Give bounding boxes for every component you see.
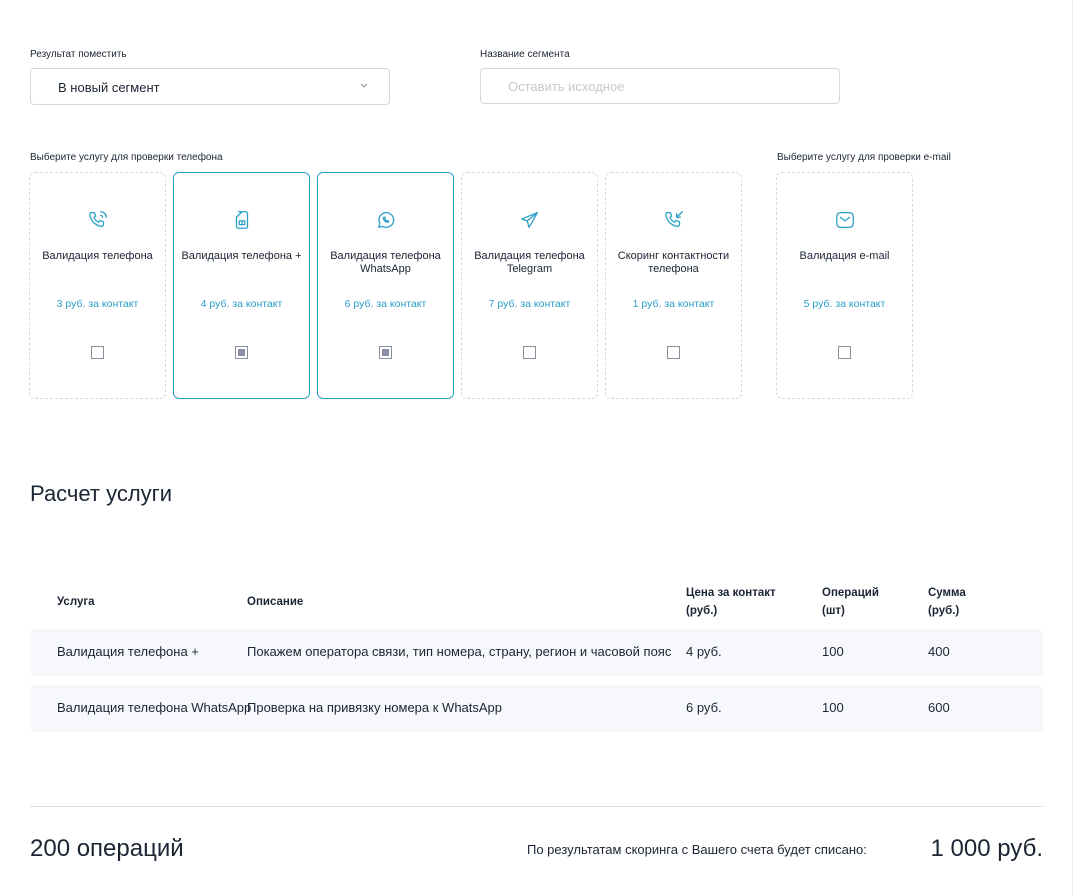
service-card-price: 7 руб. за контакт xyxy=(488,298,571,310)
phone-icon xyxy=(87,209,109,231)
email-services-label: Выберите услугу для проверки e-mail xyxy=(777,152,951,163)
column-header-sum xyxy=(928,584,966,620)
phone-incoming-icon xyxy=(663,209,685,231)
service-card-price: 6 руб. за контакт xyxy=(344,298,427,310)
table-row xyxy=(30,629,1043,676)
service-card-telegram-validation[interactable] xyxy=(461,172,598,399)
page-edge xyxy=(1072,0,1073,896)
cell-operations: 100 xyxy=(822,644,844,659)
service-card-title: Валидация телефона Telegram xyxy=(474,250,585,275)
cell-description: Покажем оператора связи, тип номера, страну, регион и часовой пояс xyxy=(247,644,672,659)
column-header-sum-line2: (руб.) xyxy=(928,605,960,617)
service-checkbox[interactable] xyxy=(523,346,536,359)
result-select[interactable] xyxy=(30,68,390,105)
service-card-title: Скоринг контактности телефона xyxy=(617,250,730,275)
service-card-price: 4 руб. за контакт xyxy=(200,298,283,310)
service-checkbox[interactable] xyxy=(235,346,248,359)
column-header-operations-line2: (шт) xyxy=(822,605,845,617)
column-header-price-line1: Цена за контакт xyxy=(686,587,776,599)
segment-name-label: Название сегмента xyxy=(480,49,570,60)
service-checkbox[interactable] xyxy=(838,346,851,359)
column-header-price xyxy=(686,584,776,620)
cell-service: Валидация телефона WhatsApp xyxy=(57,700,252,715)
service-card-title: Валидация e-mail xyxy=(799,250,890,262)
whatsapp-icon xyxy=(375,209,397,231)
email-icon xyxy=(834,209,856,231)
column-header-service: Услуга xyxy=(57,596,95,608)
service-card-phone-validation-plus[interactable] xyxy=(173,172,310,399)
segment-name-input[interactable] xyxy=(480,68,840,104)
service-card-price: 5 руб. за контакт xyxy=(803,298,886,310)
service-card-email-validation[interactable] xyxy=(776,172,913,399)
cell-price: 6 руб. xyxy=(686,700,722,715)
service-card-price: 3 руб. за контакт xyxy=(56,298,139,310)
telegram-icon xyxy=(519,209,541,231)
result-select-value: В новый сегмент xyxy=(58,80,160,95)
column-header-sum-line1: Сумма xyxy=(928,587,966,599)
service-card-whatsapp-validation[interactable] xyxy=(317,172,454,399)
summary-divider xyxy=(30,806,1043,807)
cell-sum: 600 xyxy=(928,700,950,715)
cell-operations: 100 xyxy=(822,700,844,715)
service-card-price: 1 руб. за контакт xyxy=(632,298,715,310)
service-card-title: Валидация телефона + xyxy=(181,250,302,262)
charge-text: По результатам скоринга с Вашего счета будет списано: xyxy=(527,842,867,857)
column-header-description: Описание xyxy=(247,596,304,608)
table-row xyxy=(30,685,1043,732)
calculation-title: Расчет услуги xyxy=(30,481,172,506)
service-card-title: Валидация телефона WhatsApp xyxy=(330,250,441,275)
service-card-phone-validation[interactable] xyxy=(29,172,166,399)
chevron-down-icon xyxy=(359,80,369,90)
service-card-title: Валидация телефона xyxy=(42,250,153,262)
service-checkbox[interactable] xyxy=(91,346,104,359)
sim-card-icon xyxy=(231,209,253,231)
column-header-operations xyxy=(822,584,879,620)
cell-sum: 400 xyxy=(928,644,950,659)
service-card-phone-scoring[interactable] xyxy=(605,172,742,399)
charge-amount: 1 000 руб. xyxy=(930,835,1043,862)
cell-description: Проверка на привязку номера к WhatsApp xyxy=(247,700,503,715)
cell-price: 4 руб. xyxy=(686,644,722,659)
operations-total: 200 операций xyxy=(30,835,184,862)
cell-service: Валидация телефона + xyxy=(57,644,199,659)
result-label: Результат поместить xyxy=(30,49,127,60)
column-header-operations-line1: Операций xyxy=(822,587,879,599)
column-header-price-line2: (руб.) xyxy=(686,605,718,617)
service-checkbox[interactable] xyxy=(667,346,680,359)
phone-services-label: Выберите услугу для проверки телефона xyxy=(30,152,223,163)
service-checkbox[interactable] xyxy=(379,346,392,359)
